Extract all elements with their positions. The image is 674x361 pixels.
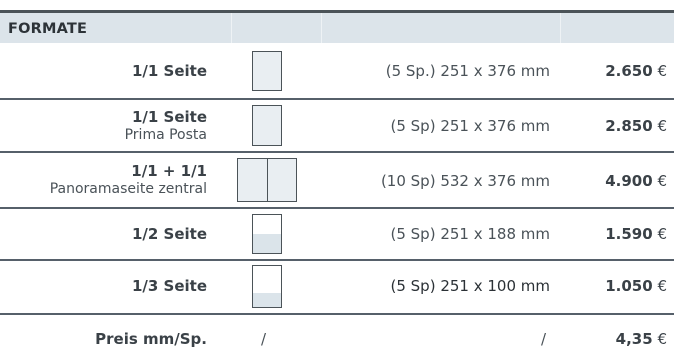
currency-symbol: € (657, 172, 667, 190)
half-page-fill (253, 234, 281, 253)
header-separator (560, 13, 561, 43)
currency-symbol: € (657, 277, 667, 295)
currency-symbol: € (657, 117, 667, 135)
format-title: 1/1 Seite (131, 108, 207, 126)
header-separator (231, 13, 232, 43)
price-value: 2.650 (605, 62, 653, 80)
currency-symbol: € (657, 330, 667, 348)
format-dimensions: (5 Sp) 251 x 188 mm (390, 225, 550, 243)
table-row (0, 153, 674, 207)
full-page-icon (252, 105, 282, 146)
price-value: 4.900 (605, 172, 653, 190)
format-dimensions: (5 Sp.) 251 x 376 mm (385, 62, 550, 80)
format-subtitle: Prima Posta (124, 127, 207, 143)
format-price (560, 117, 667, 135)
format-title: 1/2 Seite (131, 225, 207, 243)
format-dimensions: (5 Sp) 251 x 376 mm (390, 117, 550, 135)
footer-slash: / (261, 330, 267, 348)
table-footer-row (0, 315, 674, 361)
price-value: 4,35 (615, 330, 653, 348)
third-page-fill (253, 293, 281, 307)
spine-line (267, 159, 268, 201)
format-name (0, 225, 207, 243)
price-value: 1.590 (605, 225, 653, 243)
table-header (0, 13, 674, 43)
price-value: 1.050 (605, 277, 653, 295)
format-dimensions: (10 Sp) 532 x 376 mm (380, 172, 550, 190)
footer-price (560, 330, 667, 348)
format-dimensions: (5 Sp) 251 x 100 mm (390, 277, 550, 295)
table-row (0, 261, 674, 313)
format-price (560, 277, 667, 295)
currency-symbol: € (657, 225, 667, 243)
currency-symbol: € (657, 62, 667, 80)
header-separator (321, 13, 322, 43)
format-title: 1/1 Seite (131, 62, 207, 80)
half-page-icon (252, 214, 282, 254)
format-title: 1/1 + 1/1 (131, 162, 207, 180)
format-subtitle: Panoramaseite zentral (49, 181, 207, 197)
third-page-icon (252, 265, 282, 308)
double-page-icon (237, 158, 297, 202)
table-row (0, 209, 674, 259)
price-value: 2.850 (605, 117, 653, 135)
format-title: 1/3 Seite (131, 277, 207, 295)
format-price (560, 225, 667, 243)
format-price (560, 172, 667, 190)
format-name (0, 162, 207, 198)
footer-title: Preis mm/Sp. (95, 330, 207, 348)
format-name (0, 108, 207, 144)
table-row (0, 100, 674, 151)
format-name (0, 277, 207, 295)
format-price (560, 62, 667, 80)
footer-slash: / (541, 330, 547, 348)
footer-name (0, 330, 207, 348)
format-name (0, 62, 207, 80)
full-page-icon (252, 51, 282, 91)
table-row (0, 44, 674, 98)
header-label: FORMATE (8, 21, 88, 37)
